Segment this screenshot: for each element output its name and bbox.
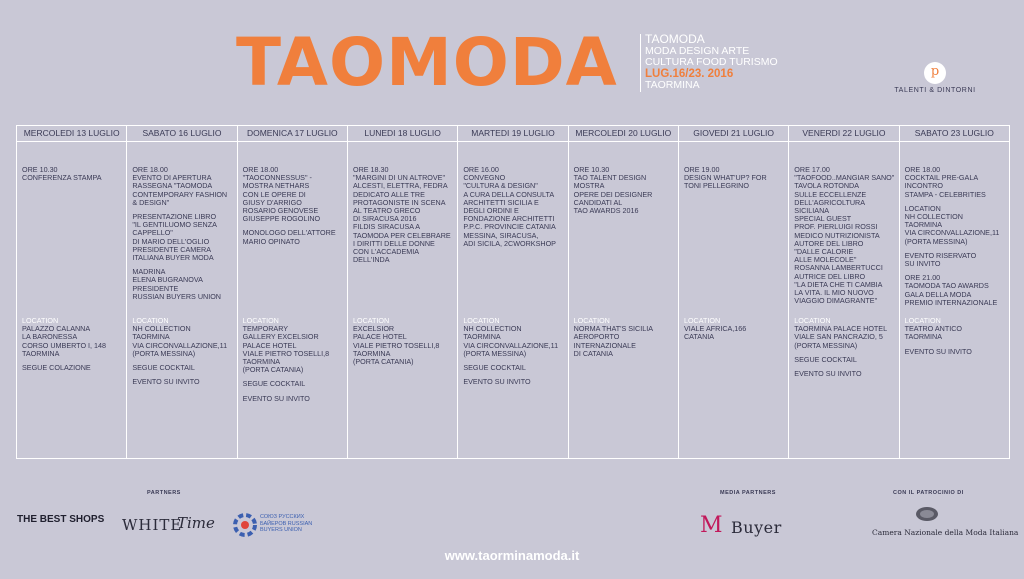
location-block: [684, 317, 784, 348]
location-text: EVENTO SU INVITO: [132, 377, 200, 387]
event-dates: LUG.16/23. 2016: [645, 67, 734, 80]
location-text: VIALE AFRICA,166 CATANIA: [683, 324, 747, 342]
location-text: EVENTO SU INVITO: [242, 393, 310, 403]
subtitle-line: TAOMODA: [645, 32, 705, 46]
location-text: TEATRO ANTICO TAORMINA: [904, 324, 962, 342]
brand-mark-icon: p: [924, 62, 946, 84]
location-text: EXCELSIOR PALACE HOTEL VIALE PIETRO TOSELLI,8 TAORMINA (PORTA CATANIA): [352, 324, 440, 367]
location-text: NORMA THAT'S SICILIA AEROPORTO INTERNAZIONALE DI CATANIA: [573, 324, 654, 358]
day-column: [789, 126, 899, 458]
partners-label: PARTNERS: [147, 490, 181, 496]
location-text: NH COLLECTION TAORMINA VIA CIRCONVALLAZIONE,11 (PORTA MESSINA): [463, 324, 559, 358]
location-label: LOCATION: [904, 316, 941, 325]
day-header: MARTEDI 19 LUGLIO: [458, 126, 567, 142]
location-label: LOCATION: [573, 316, 610, 325]
location-label: LOCATION: [132, 316, 169, 325]
day-events: [17, 142, 126, 458]
location-text: SEGUE COCKTAIL: [132, 363, 195, 373]
m-buyer-logo: Buyer: [731, 518, 782, 537]
day-events: [127, 142, 236, 458]
day-events: [679, 142, 788, 458]
event-text: MONOLOGO DELL'ATTORE MARIO OPINATO: [242, 228, 336, 246]
location-text: SEGUE COCKTAIL: [463, 363, 526, 373]
subtitle-line: CULTURA FOOD TURISMO: [645, 56, 778, 68]
location-block: [574, 317, 674, 364]
russian-buyers-union-icon: [232, 512, 258, 538]
the-best-shops-logo: THE BEST SHOPS: [17, 514, 105, 525]
russian-buyers-union-logo: СОЮЗ РУССКИХ БАЙЕРОВ RUSSIAN BUYERS UNION: [260, 514, 313, 533]
location-text: EVENTO SU INVITO: [463, 377, 531, 387]
day-events: [789, 142, 898, 458]
day-column: [569, 126, 679, 458]
event-text: ORE 10.30 TAO TALENT DESIGN MOSTRA OPERE DEI DESIGNER CANDIDATI AL TAO AWARDS 2016: [573, 165, 653, 216]
subtitle-line: MODA DESIGN ARTE: [645, 44, 750, 57]
header-subtitle: [640, 34, 778, 92]
talenti-dintorni-logo: [876, 62, 994, 94]
website-url: www.taorminamoda.it: [444, 548, 580, 563]
camera-moda-logo: Camera Nazionale della Moda Italiana: [872, 528, 1019, 537]
location-text: SEGUE COCKTAIL: [794, 354, 857, 364]
location-label: LOCATION: [242, 316, 279, 325]
location-block: [132, 317, 232, 392]
location-text: SEGUE COCKTAIL: [242, 379, 306, 389]
event-text: ORE 21.00 TAOMODA TAO AWARDS GALA DELLA MODA PREMIO INTERNAZIONALE: [904, 273, 998, 307]
day-header: GIOVEDI 21 LUGLIO: [679, 126, 788, 142]
day-column: [458, 126, 568, 458]
location-label: LOCATION: [683, 316, 721, 325]
location-text: TAORMINA PALACE HOTEL VIALE SAN PANCRAZIO, 5 (PORTA MESSINA): [794, 324, 888, 350]
location-text: PALAZZO CALANNA LA BARONESSA CORSO UMBERTO I, 148 TAORMINA: [22, 324, 107, 358]
location-block: [22, 317, 122, 378]
day-header: MERCOLEDI 20 LUGLIO: [569, 126, 678, 142]
day-column: [348, 126, 458, 458]
event-text: ORE 18.00 COCKTAIL PRE-GALA INCONTRO STAMPA - CELEBRITIES: [904, 165, 986, 199]
location-block: [353, 317, 453, 372]
page-title: TAOMODA: [236, 24, 618, 101]
location-text: TEMPORARY GALLERY EXCELSIOR PALACE HOTEL VIALE PIETRO TOSELLI,8 TAORMINA (PORTA CATANIA): [242, 324, 330, 375]
day-header: DOMENICA 17 LUGLIO: [238, 126, 347, 142]
location-block: [905, 317, 1005, 362]
day-header: SABATO 23 LUGLIO: [900, 126, 1009, 142]
day-events: [569, 142, 678, 458]
location-block: [794, 317, 894, 384]
location-label: LOCATION: [463, 316, 500, 325]
day-column: [238, 126, 348, 458]
camera-moda-emblem-icon: [914, 506, 940, 522]
event-text: LOCATION NH COLLECTION TAORMINA VIA CIRCONVALLAZIONE,11 (PORTA MESSINA): [904, 203, 1000, 246]
location-label: LOCATION: [352, 316, 390, 325]
event-text: ORE 10.30 CONFERENZA STAMPA: [22, 165, 102, 183]
day-column: [127, 126, 237, 458]
day-events: [348, 142, 457, 458]
location-text: SEGUE COLAZIONE: [22, 363, 91, 373]
location-block: [243, 317, 343, 409]
day-events: [238, 142, 347, 458]
day-events: [458, 142, 567, 458]
time-logo: Time: [177, 514, 215, 532]
white-logo: WHITE: [122, 516, 183, 534]
day-column: [17, 126, 127, 458]
day-column: [679, 126, 789, 458]
location-text: EVENTO SU INVITO: [794, 369, 862, 379]
event-text: ORE 18.30 "MARGINI DI UN ALTROVE" ALCESTI, ELETTRA, FEDRA DEDICATO ALLE TRE PROTAGONISTE IN SCENA AL TEATRO GRECO DI SIRACUSA 2016 FILDIS SIRACUSA A TAOMODA PER CELEBRARE I DIRITTI DELLE DONNE CON L'ACCADEMIA DELL'INDA: [352, 165, 451, 265]
day-events: [900, 142, 1009, 458]
event-text: PRESENTAZIONE LIBRO "IL GENTILUOMO SENZA CAPPELLO" DI MARIO DELL'OGLIO PRESIDENTE CAMERA ITALIANA BUYER MODA: [132, 212, 217, 263]
event-text: ORE 18.00 EVENTO DI APERTURA RASSEGNA "TAOMODA CONTEMPORARY FASHION & DESIGN": [132, 165, 228, 207]
event-text: ORE 19.00 DESIGN WHAT'UP? FOR TONI PELLEGRINO: [683, 165, 767, 191]
location-label: LOCATION: [22, 316, 59, 325]
media-partners-label: MEDIA PARTNERS: [720, 490, 776, 496]
brand-name: TALENTI & DINTORNI: [894, 87, 976, 94]
event-text: MADRINA ELENA BUGRANOVA PRESIDENTE RUSSIAN BUYERS UNION: [132, 267, 221, 301]
day-header: VENERDI 22 LUGLIO: [789, 126, 898, 142]
event-text: EVENTO RISERVATO SU INVITO: [904, 250, 977, 269]
day-column: [900, 126, 1009, 458]
day-header: SABATO 16 LUGLIO: [127, 126, 236, 142]
location-text: EVENTO SU INVITO: [904, 346, 972, 356]
event-text: ORE 17.00 "TAOFOOD..MANGIAR SANO" TAVOLA ROTONDA SULLE ECCELLENZE DELL'AGRICOLTURA SICILIANA SPECIAL GUEST PROF. PIERLUIGI ROSSI MEDICO NUTRIZIONISTA AUTORE DEL LIBRO "DALLE CALORIE ALLE MOLECOLE" ROSANNA LAMBERTUCCI AUTRICE DEL LIBRO "LA DIETA CHE TI CAMBIA LA VITA. IL MIO NUOVO VIAGGIO DIMAGRANTE": [794, 165, 895, 306]
patronage-label: CON IL PATROCINIO DI: [893, 490, 964, 496]
location-label: LOCATION: [794, 316, 831, 325]
event-text: ORE 16.00 CONVEGNO "CULTURA & DESIGN" A CURA DELLA CONSULTA ARCHITETTI SICILIA E DEGLI ORDINI E FONDAZIONE ARCHITETTI P.P.C. PROVINCIE CATANIA MESSINA, SIRACUSA, ADI SICILA, 2CWORKSHOP: [463, 165, 556, 248]
location-text: NH COLLECTION TAORMINA VIA CIRCONVALLAZIONE,11 (PORTA MESSINA): [132, 324, 228, 358]
m-buyer-logo-mark: M: [700, 513, 723, 538]
location-block: [463, 317, 563, 392]
day-header: LUNEDI 18 LUGLIO: [348, 126, 457, 142]
day-header: MERCOLEDI 13 LUGLIO: [17, 126, 126, 142]
event-city: TAORMINA: [645, 79, 700, 91]
event-text: ORE 18.00 "TAOCONNESSUS" - MOSTRA NETHARS CON LE OPERE DI GIUSY D'ARRIGO ROSARIO GENOVESE GIUSEPPE ROGOLINO: [242, 165, 321, 224]
schedule-table: [16, 125, 1010, 459]
